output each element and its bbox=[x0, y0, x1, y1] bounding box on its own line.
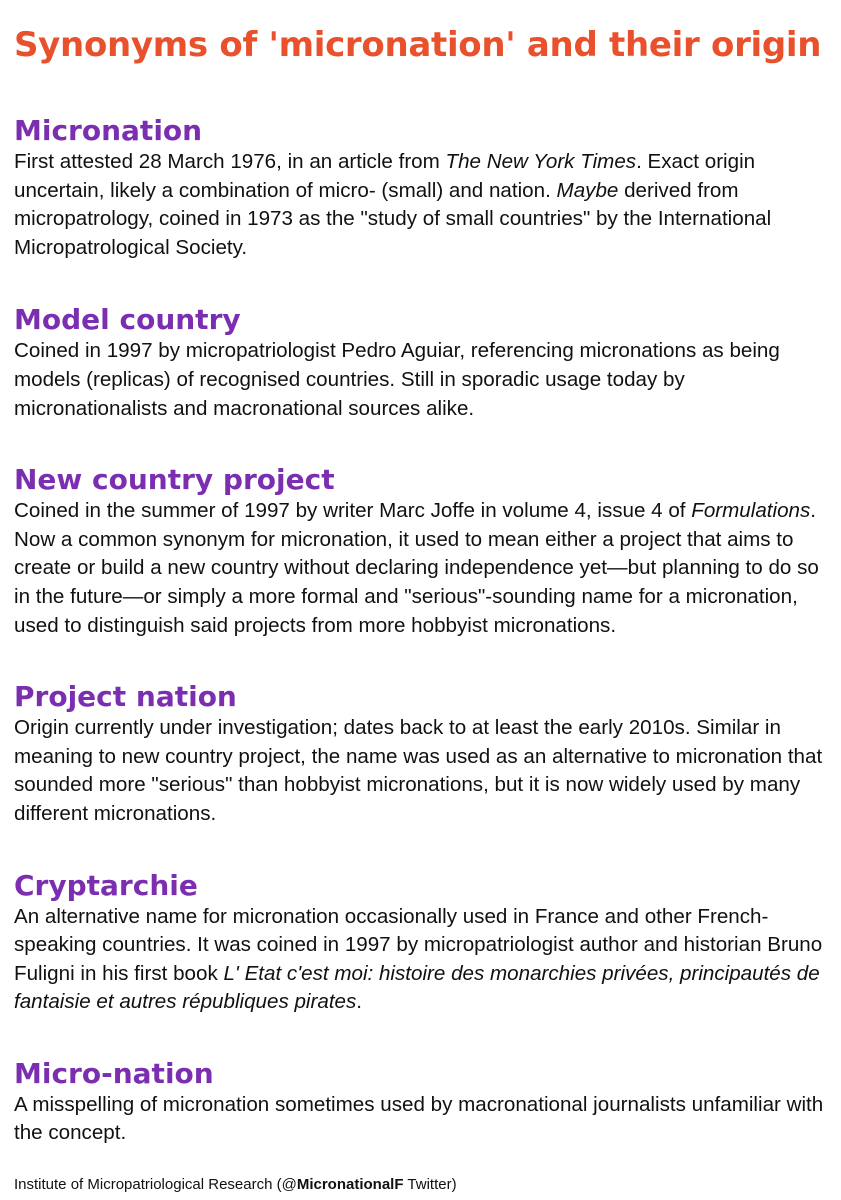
body-text: Coined in 1997 by micropatriologist Pedro Aguiar, referencing micronations as being models (replicas) of recognised countries. Still in sporadic usage today by micronationalists and macronational sources alike. bbox=[14, 339, 780, 420]
body-text: First attested 28 March 1976, in an article from bbox=[14, 150, 446, 173]
italic-text: The New York Times bbox=[445, 150, 637, 173]
footer-prefix: Institute of Micropatriological Research (@ bbox=[14, 1176, 297, 1193]
entry-heading: New country project bbox=[14, 463, 335, 497]
body-text: A misspelling of micronation sometimes used by macronational journalists unfamiliar with the concept. bbox=[14, 1092, 824, 1145]
body-text: . Now a common synonym for micronation, it used to mean either a project that aims to create or build a new country without declaring independence yet—but planning to do so in the future—or simply a more formal and "serious"-sounding name for a micronation, used to distinguish said projects from more hobbyist micronations. bbox=[14, 499, 819, 637]
entry-heading: Model country bbox=[14, 303, 241, 337]
italic-text: Formulations bbox=[691, 499, 811, 523]
body-text: derived from micropatrology, coined in 1973 as the "study of small countries" by the International Micropatrological Society. bbox=[14, 178, 772, 259]
entry-cryptarchie bbox=[14, 869, 827, 1017]
footer-handle: MicronationalF bbox=[296, 1176, 404, 1193]
entry-body bbox=[14, 1091, 827, 1148]
body-text: . Exact origin uncertain, likely a combination of micro- (small) and nation. bbox=[14, 150, 756, 202]
entry-body bbox=[14, 337, 827, 423]
body-text: Coined in the summer of 1997 by writer Marc Joffe in volume 4, issue 4 of bbox=[14, 499, 692, 523]
entry-new-country-project bbox=[14, 463, 827, 640]
entry-body bbox=[14, 497, 827, 640]
body-text: . bbox=[356, 990, 363, 1014]
footer-credit bbox=[14, 1176, 457, 1194]
entry-heading: Micro-nation bbox=[14, 1056, 214, 1090]
entry-heading: Micronation bbox=[14, 114, 203, 147]
page-title: Synonyms of 'micronation' and their origin bbox=[14, 25, 822, 65]
entry-heading: Cryptarchie bbox=[14, 868, 198, 902]
entry-body bbox=[14, 903, 827, 1017]
body-text: Origin currently under investigation; dates back to at least the early 2010s. Similar in meaning to new country project, the name was used as an alternative to micronation that sounded more "serious" than hobbyist micronations, but it is now widely used by many different micronations. bbox=[14, 716, 823, 825]
italic-text: L' Etat c'est moi: histoire des monarchies privées, principautés de fantaisie et autres républiques pirates bbox=[14, 961, 820, 1014]
entry-model-country bbox=[14, 303, 827, 423]
footer-suffix: Twitter) bbox=[403, 1176, 457, 1193]
entry-micronation bbox=[14, 114, 827, 262]
entry-heading: Project nation bbox=[14, 680, 237, 714]
entries-list bbox=[14, 114, 827, 1148]
entry-body bbox=[14, 714, 827, 828]
body-text: An alternative name for micronation occasionally used in France and other French-speaking countries. It was coined in 1997 by micropatriologist author and historian Bruno Fuligni in his first book bbox=[14, 904, 823, 985]
entry-micro-nation bbox=[14, 1057, 827, 1148]
entry-project-nation bbox=[14, 680, 827, 828]
italic-text: Maybe bbox=[556, 178, 619, 202]
entry-body bbox=[14, 148, 827, 262]
